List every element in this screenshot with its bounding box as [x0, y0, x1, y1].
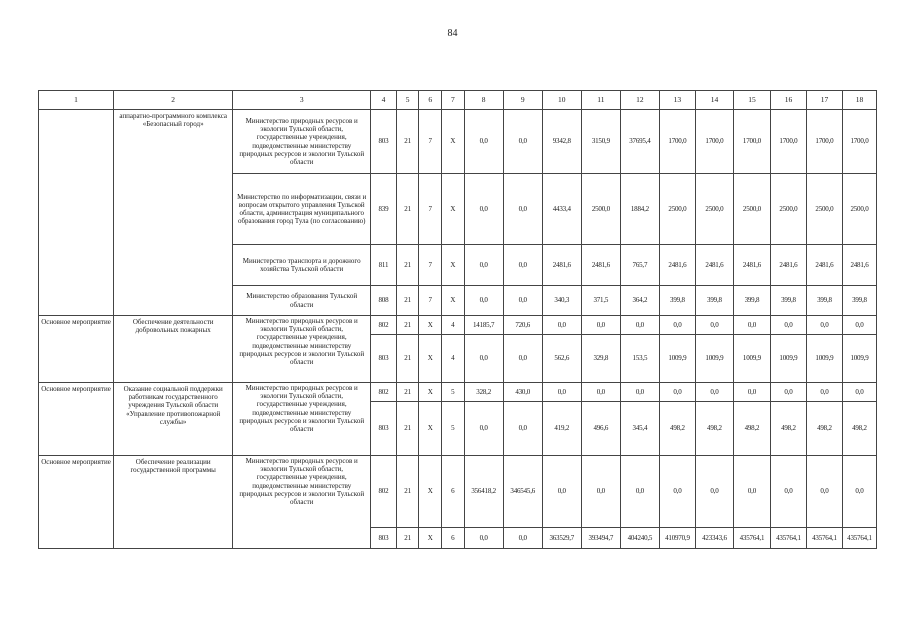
- data-cell: 37695,4: [620, 110, 659, 174]
- data-cell: 153,5: [620, 335, 659, 383]
- activity-type-cell: Основное мероприятие: [39, 456, 114, 549]
- data-cell: 0,0: [659, 316, 695, 335]
- data-cell: 2481,6: [581, 245, 620, 286]
- data-cell: Х: [442, 110, 465, 174]
- data-cell: 0,0: [620, 456, 659, 528]
- data-cell: 802: [371, 316, 397, 335]
- data-cell: 0,0: [806, 456, 842, 528]
- header-cell: 3: [233, 91, 371, 110]
- data-cell: 1884,2: [620, 174, 659, 245]
- data-cell: 2500,0: [695, 174, 733, 245]
- data-cell: Х: [442, 286, 465, 316]
- header-cell: 12: [620, 91, 659, 110]
- header-cell: 6: [419, 91, 442, 110]
- data-cell: 0,0: [695, 316, 733, 335]
- data-cell: 363529,7: [542, 528, 581, 549]
- data-cell: 14185,7: [464, 316, 503, 335]
- data-cell: Х: [442, 245, 465, 286]
- header-cell: 2: [114, 91, 233, 110]
- data-cell: 0,0: [770, 456, 806, 528]
- data-cell: 0,0: [464, 286, 503, 316]
- data-cell: 1700,0: [770, 110, 806, 174]
- data-cell: 2481,6: [806, 245, 842, 286]
- data-cell: 346545,6: [503, 456, 542, 528]
- data-cell: 364,2: [620, 286, 659, 316]
- data-cell: 496,6: [581, 402, 620, 456]
- data-cell: 0,0: [503, 174, 542, 245]
- data-cell: 345,4: [620, 402, 659, 456]
- data-cell: 356418,2: [464, 456, 503, 528]
- activity-type-cell: [39, 110, 114, 316]
- data-cell: 399,8: [770, 286, 806, 316]
- data-cell: 419,2: [542, 402, 581, 456]
- data-cell: 435764,1: [733, 528, 770, 549]
- activity-type-cell: Основное мероприятие: [39, 316, 114, 383]
- data-cell: 5: [442, 402, 465, 456]
- data-cell: 2481,6: [842, 245, 876, 286]
- header-cell: 16: [770, 91, 806, 110]
- data-cell: 4: [442, 335, 465, 383]
- activity-title-cell: аппаратно-программного комплекса «Безопасный город»: [114, 110, 233, 316]
- data-cell: 2500,0: [770, 174, 806, 245]
- data-cell: 0,0: [503, 528, 542, 549]
- data-cell: 21: [396, 383, 419, 402]
- data-cell: 1009,9: [733, 335, 770, 383]
- data-cell: 21: [396, 245, 419, 286]
- data-cell: 0,0: [542, 383, 581, 402]
- header-cell: 13: [659, 91, 695, 110]
- data-cell: 2481,6: [659, 245, 695, 286]
- data-cell: 399,8: [806, 286, 842, 316]
- header-cell: 15: [733, 91, 770, 110]
- data-cell: 21: [396, 402, 419, 456]
- data-cell: 803: [371, 335, 397, 383]
- data-cell: 399,8: [695, 286, 733, 316]
- data-cell: 1009,9: [806, 335, 842, 383]
- data-cell: 0,0: [464, 174, 503, 245]
- data-cell: 21: [396, 174, 419, 245]
- data-cell: 5: [442, 383, 465, 402]
- data-cell: 0,0: [842, 456, 876, 528]
- data-cell: 0,0: [503, 110, 542, 174]
- data-cell: Х: [419, 402, 442, 456]
- activity-type-cell: Основное мероприятие: [39, 383, 114, 456]
- executor-cell: Министерство природных ресурсов и экологии Тульской области, государственные учреждения, подведомственные министерству природных ресурсов и экологии Тульской области: [233, 316, 371, 383]
- header-cell: 11: [581, 91, 620, 110]
- activity-title-cell: Обеспечение деятельности добровольных пожарных: [114, 316, 233, 383]
- data-cell: 803: [371, 110, 397, 174]
- data-cell: 21: [396, 456, 419, 528]
- header-cell: 4: [371, 91, 397, 110]
- data-cell: 2500,0: [581, 174, 620, 245]
- data-cell: 0,0: [542, 456, 581, 528]
- header-cell: 8: [464, 91, 503, 110]
- data-cell: 399,8: [842, 286, 876, 316]
- data-cell: 7: [419, 110, 442, 174]
- data-cell: 498,2: [659, 402, 695, 456]
- data-cell: 21: [396, 286, 419, 316]
- data-cell: 435764,1: [770, 528, 806, 549]
- data-cell: 0,0: [733, 456, 770, 528]
- data-cell: 2500,0: [842, 174, 876, 245]
- data-cell: 498,2: [806, 402, 842, 456]
- data-cell: 0,0: [695, 383, 733, 402]
- data-cell: 0,0: [620, 316, 659, 335]
- header-cell: 7: [442, 91, 465, 110]
- data-cell: 328,2: [464, 383, 503, 402]
- data-cell: 802: [371, 456, 397, 528]
- data-cell: 0,0: [581, 383, 620, 402]
- table-row: [39, 383, 877, 402]
- data-cell: 562,6: [542, 335, 581, 383]
- data-cell: 0,0: [464, 528, 503, 549]
- data-cell: 0,0: [464, 245, 503, 286]
- data-cell: 1009,9: [770, 335, 806, 383]
- data-cell: 0,0: [733, 316, 770, 335]
- data-cell: 435764,1: [806, 528, 842, 549]
- data-cell: 1700,0: [733, 110, 770, 174]
- data-cell: 0,0: [503, 402, 542, 456]
- data-cell: 0,0: [503, 335, 542, 383]
- data-cell: 811: [371, 245, 397, 286]
- data-cell: 0,0: [770, 316, 806, 335]
- data-cell: 0,0: [464, 335, 503, 383]
- table-row: [39, 456, 877, 528]
- data-cell: Х: [419, 335, 442, 383]
- page-number: 84: [447, 28, 458, 39]
- data-cell: 802: [371, 383, 397, 402]
- data-cell: 3150,9: [581, 110, 620, 174]
- data-cell: 803: [371, 528, 397, 549]
- data-cell: 399,8: [733, 286, 770, 316]
- data-cell: 0,0: [695, 456, 733, 528]
- header-cell: 1: [39, 91, 114, 110]
- data-cell: 0,0: [733, 383, 770, 402]
- executor-cell: Министерство транспорта и дорожного хозяйства Тульской области: [233, 245, 371, 286]
- data-cell: 0,0: [464, 110, 503, 174]
- data-cell: 808: [371, 286, 397, 316]
- data-cell: 4433,4: [542, 174, 581, 245]
- data-cell: 7: [419, 286, 442, 316]
- data-cell: Х: [419, 383, 442, 402]
- executor-cell: Министерство природных ресурсов и экологии Тульской области, государственные учреждения, подведомственные министерству природных ресурсов и экологии Тульской области: [233, 110, 371, 174]
- data-cell: 393494,7: [581, 528, 620, 549]
- data-cell: 0,0: [581, 456, 620, 528]
- data-cell: 0,0: [581, 316, 620, 335]
- data-cell: 435764,1: [842, 528, 876, 549]
- data-cell: 21: [396, 528, 419, 549]
- data-cell: 0,0: [659, 383, 695, 402]
- data-cell: 423343,6: [695, 528, 733, 549]
- data-cell: 0,0: [542, 316, 581, 335]
- data-cell: 498,2: [695, 402, 733, 456]
- header-cell: 17: [806, 91, 842, 110]
- data-cell: 21: [396, 316, 419, 335]
- data-cell: 1009,9: [842, 335, 876, 383]
- data-cell: 0,0: [503, 245, 542, 286]
- data-cell: 371,5: [581, 286, 620, 316]
- data-cell: 0,0: [806, 383, 842, 402]
- data-cell: 2481,6: [733, 245, 770, 286]
- data-cell: 1009,9: [695, 335, 733, 383]
- activity-title-cell: Оказание социальной поддержки работникам государственного учреждения Тульской области «Управление противопожарной службы»: [114, 383, 233, 456]
- data-cell: 803: [371, 402, 397, 456]
- data-cell: 2500,0: [733, 174, 770, 245]
- data-cell: 1700,0: [659, 110, 695, 174]
- table-row: [39, 110, 877, 174]
- data-cell: Х: [442, 174, 465, 245]
- data-cell: 404240,5: [620, 528, 659, 549]
- data-cell: Х: [419, 528, 442, 549]
- data-cell: 498,2: [733, 402, 770, 456]
- data-cell: 0,0: [806, 316, 842, 335]
- data-cell: 1700,0: [806, 110, 842, 174]
- data-cell: Х: [419, 316, 442, 335]
- executor-cell: Министерство образования Тульской области: [233, 286, 371, 316]
- data-cell: 2481,6: [695, 245, 733, 286]
- data-cell: 0,0: [770, 383, 806, 402]
- data-cell: 6: [442, 456, 465, 528]
- data-cell: 7: [419, 245, 442, 286]
- data-cell: 720,6: [503, 316, 542, 335]
- data-cell: 0,0: [842, 316, 876, 335]
- data-cell: 1700,0: [695, 110, 733, 174]
- data-cell: 21: [396, 335, 419, 383]
- activity-title-cell: Обеспечение реализации государственной программы: [114, 456, 233, 549]
- data-cell: 2481,6: [542, 245, 581, 286]
- data-cell: 9342,8: [542, 110, 581, 174]
- data-cell: 498,2: [842, 402, 876, 456]
- budget-table: [38, 90, 877, 549]
- data-cell: 410970,9: [659, 528, 695, 549]
- data-cell: 4: [442, 316, 465, 335]
- data-cell: 0,0: [464, 402, 503, 456]
- data-cell: 399,8: [659, 286, 695, 316]
- header-cell: 14: [695, 91, 733, 110]
- header-cell: 10: [542, 91, 581, 110]
- header-cell: 5: [396, 91, 419, 110]
- data-cell: 498,2: [770, 402, 806, 456]
- data-cell: 329,8: [581, 335, 620, 383]
- data-cell: 2500,0: [806, 174, 842, 245]
- data-cell: 765,7: [620, 245, 659, 286]
- executor-cell: Министерство природных ресурсов и экологии Тульской области, государственные учреждения, подведомственные министерству природных ресурсов и экологии Тульской области: [233, 456, 371, 549]
- data-cell: 0,0: [503, 286, 542, 316]
- data-cell: 21: [396, 110, 419, 174]
- data-cell: 839: [371, 174, 397, 245]
- data-cell: 0,0: [659, 456, 695, 528]
- data-cell: 0,0: [620, 383, 659, 402]
- data-cell: 7: [419, 174, 442, 245]
- data-cell: 6: [442, 528, 465, 549]
- executor-cell: Министерство по информатизации, связи и вопросам открытого управления Тульской области, администрация муниципального образования город Тула (по согласованию): [233, 174, 371, 245]
- data-cell: 340,3: [542, 286, 581, 316]
- data-cell: 1700,0: [842, 110, 876, 174]
- data-cell: 2481,6: [770, 245, 806, 286]
- data-cell: 1009,9: [659, 335, 695, 383]
- table-row: [39, 316, 877, 335]
- data-cell: 0,0: [842, 383, 876, 402]
- header-cell: 18: [842, 91, 876, 110]
- executor-cell: Министерство природных ресурсов и экологии Тульской области, государственные учреждения, подведомственные министерству природных ресурсов и экологии Тульской области: [233, 383, 371, 456]
- data-cell: 430,0: [503, 383, 542, 402]
- data-cell: 2500,0: [659, 174, 695, 245]
- header-row: [39, 91, 877, 110]
- header-cell: 9: [503, 91, 542, 110]
- data-cell: Х: [419, 456, 442, 528]
